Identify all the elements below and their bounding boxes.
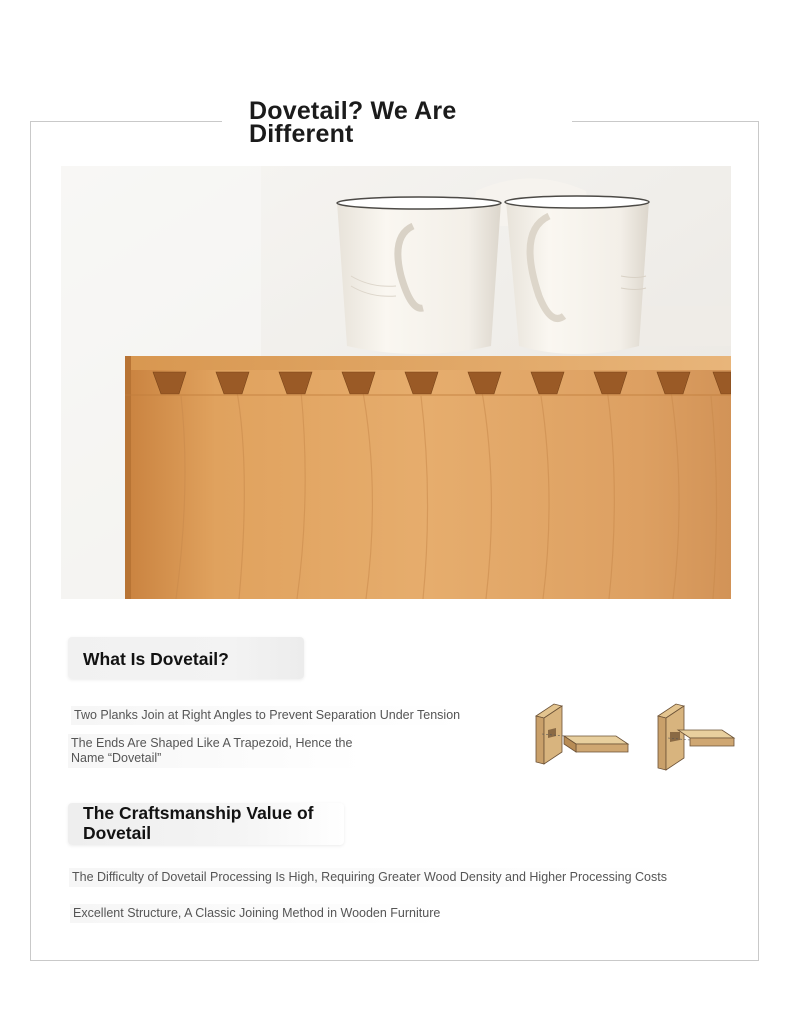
definition-line-2: The Ends Are Shaped Like A Trapezoid, Hence the Name “Dovetail” <box>68 734 364 768</box>
definition-line-1: Two Planks Join at Right Angles to Prevent Separation Under Tension <box>71 706 463 725</box>
dovetail-joint-diagrams <box>528 700 738 778</box>
section-heading-craftsmanship <box>68 803 344 845</box>
section-heading-text: What Is Dovetail? <box>83 649 229 669</box>
value-line-2: Excellent Structure, A Classic Joining Method in Wooden Furniture <box>70 904 443 923</box>
section-heading-text: The Craftsmanship Value of Dovetail <box>83 803 314 843</box>
hero-photo <box>61 166 731 599</box>
section-heading-what-is-dovetail <box>68 637 304 679</box>
dovetail-cabinet-illustration <box>61 166 731 599</box>
joint-diagram-open-icon <box>536 704 628 764</box>
page-title: Dovetail? We Are Different <box>249 97 457 148</box>
value-line-1: The Difficulty of Dovetail Processing Is High, Requiring Greater Wood Density and Higher Processing Costs <box>69 868 670 887</box>
joint-diagram-assembled-icon <box>658 704 734 770</box>
title-block <box>222 96 572 156</box>
